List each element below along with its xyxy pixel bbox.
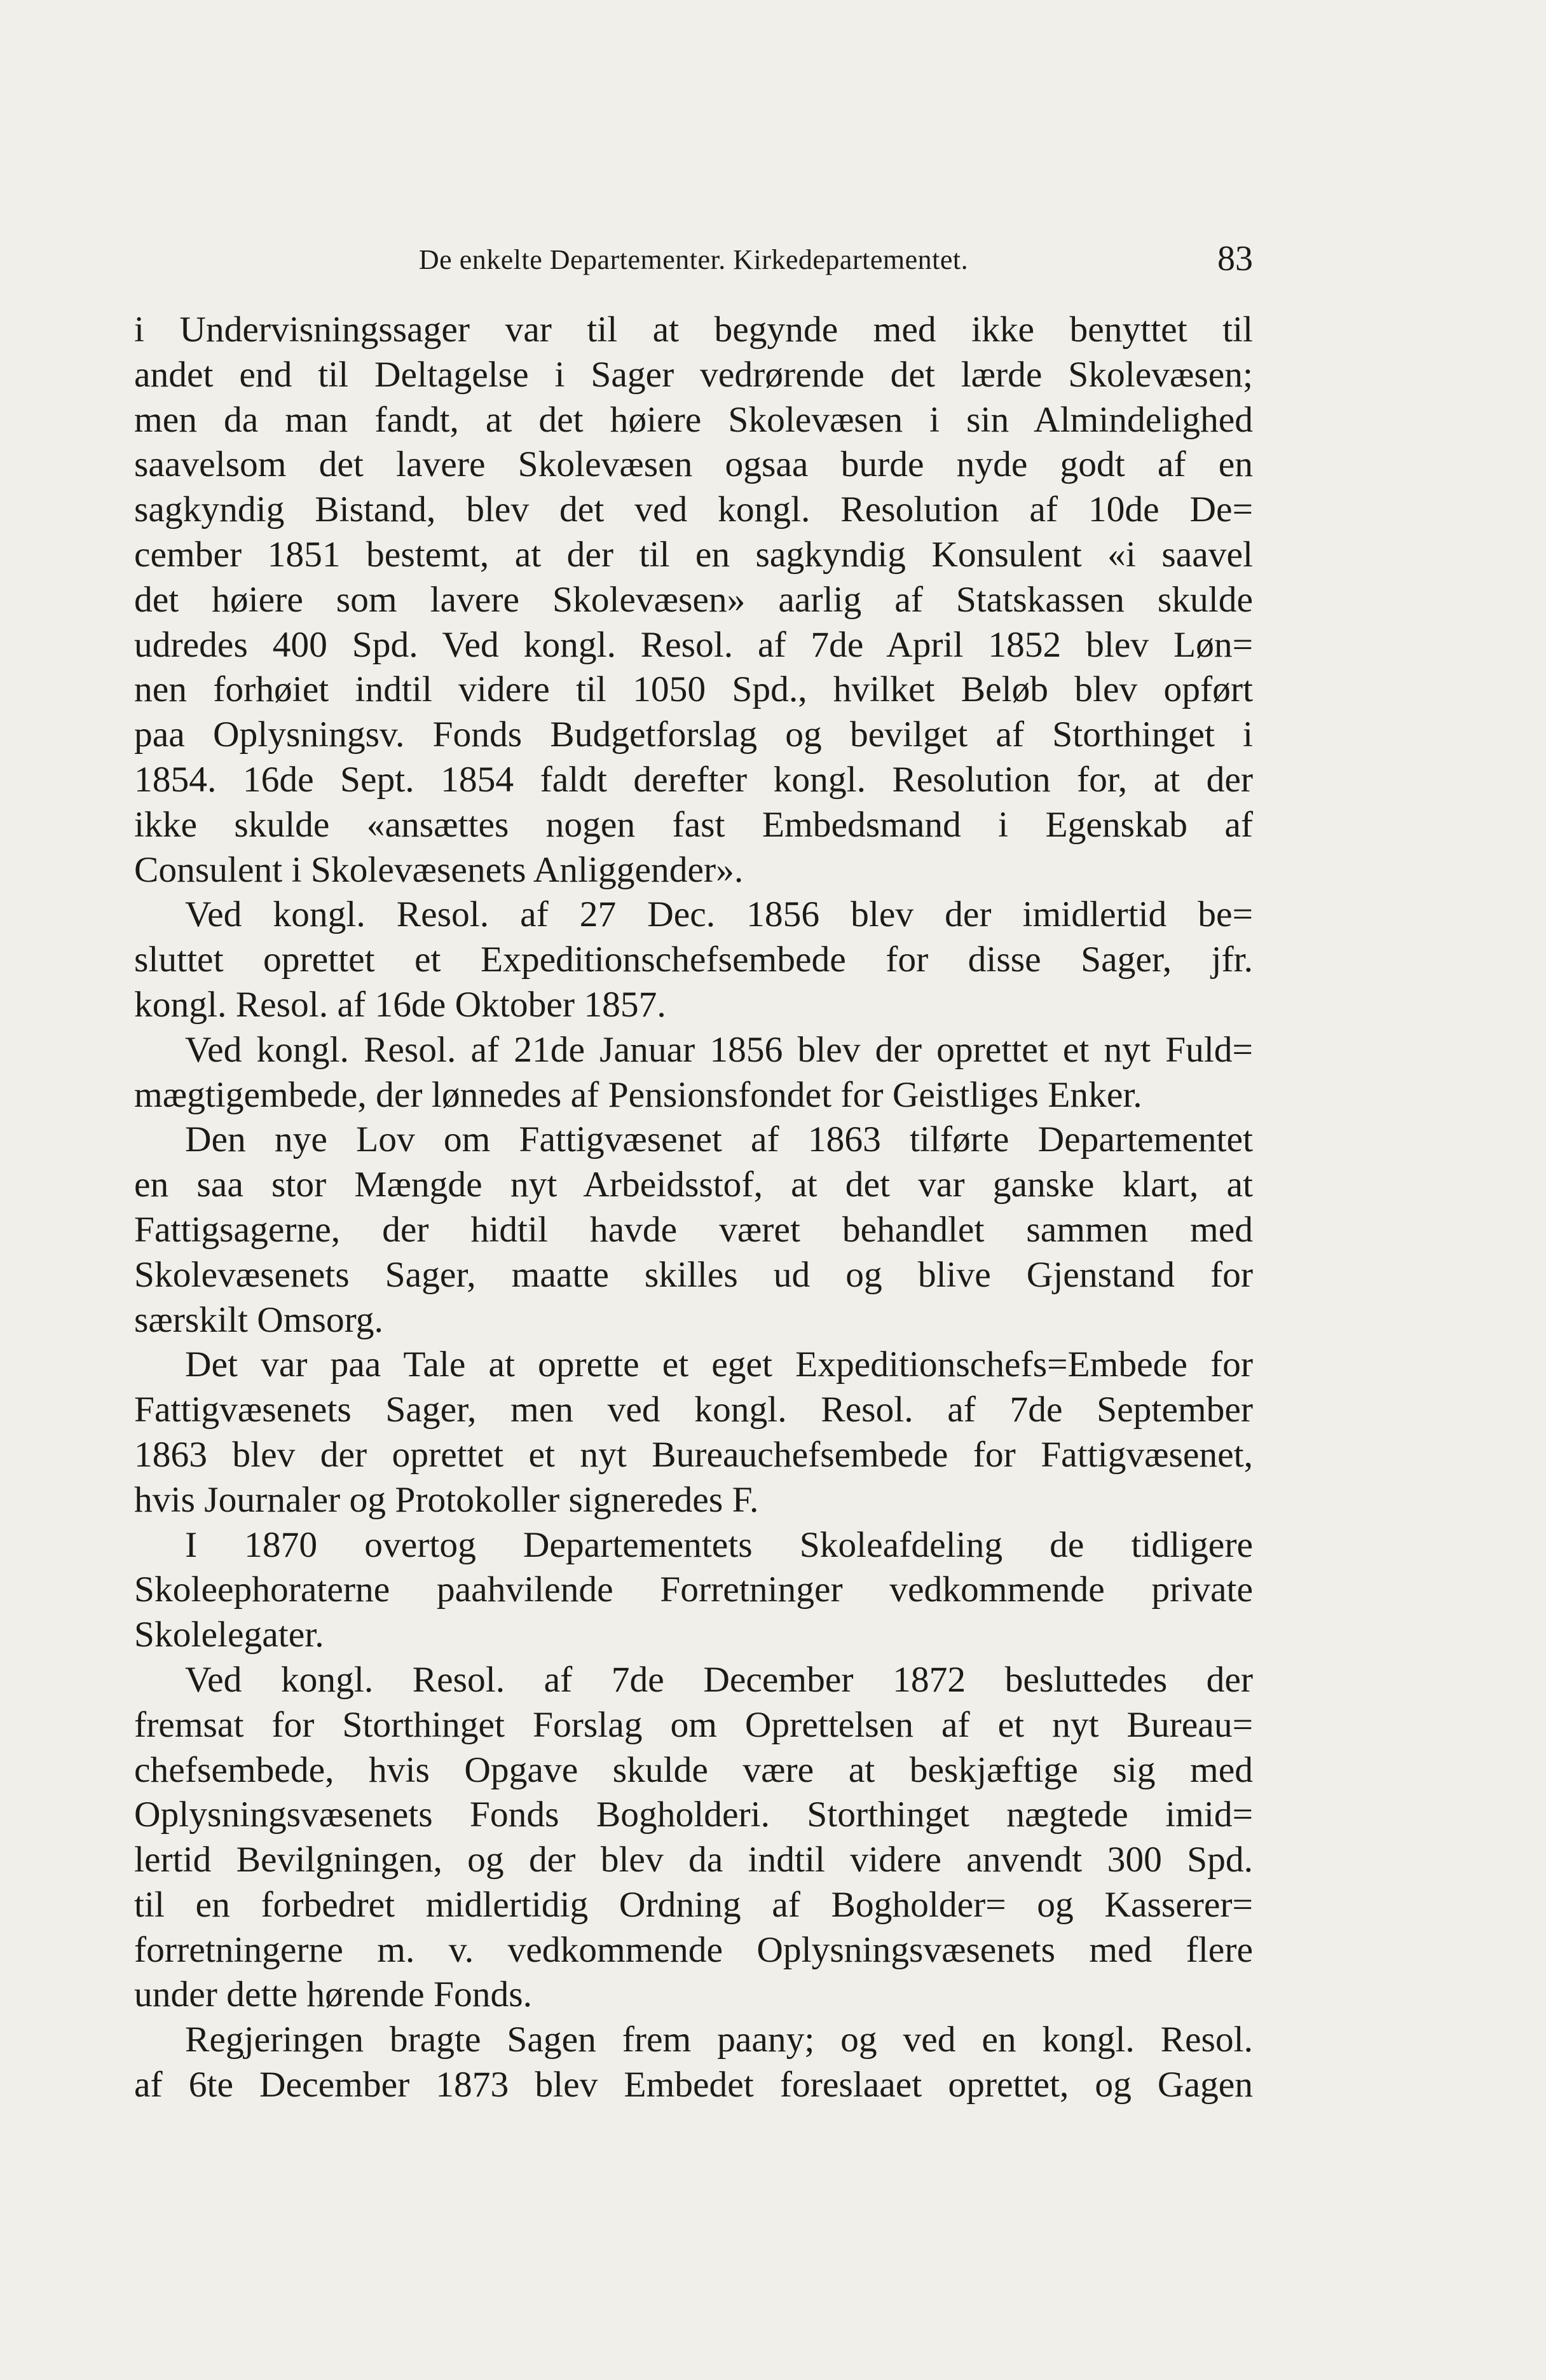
text-line: Oplysningsvæsenets Fonds Bogholderi. Storthinget nægtede imid= — [134, 1795, 1253, 1835]
text-line: sagkyndig Bistand, blev det ved kongl. Resolution af 10de De= — [134, 489, 1253, 530]
text-line: Skoleephoraterne paahvilende Forretninger vedkommende private — [134, 1570, 1253, 1610]
text-line: sluttet oprettet et Expeditionschefsembede for disse Sager, jfr. — [134, 940, 1253, 980]
text-line: Skolevæsenets Sager, maatte skilles ud og blive Gjenstand for — [134, 1254, 1253, 1295]
text-line: til en forbedret midlertidig Ordning af Bogholder= og Kasserer= — [134, 1884, 1253, 1925]
text-line: 1863 blev der oprettet et nyt Bureauchefsembede for Fattigvæsenet, — [134, 1434, 1253, 1475]
text-line: mægtigembede, der lønnedes af Pensionsfondet for Geistliges Enker. — [134, 1074, 1142, 1115]
text-line: Det var paa Tale at oprette et eget Expeditionschefs=Embede for — [185, 1344, 1253, 1385]
text-line: kongl. Resol. af 16de Oktober 1857. — [134, 984, 666, 1025]
text-line: i Undervisningssager var til at begynde med ikke benyttet til — [134, 310, 1253, 350]
text-line: Fattigsagerne, der hidtil havde været behandlet sammen med — [134, 1209, 1253, 1250]
text-line: af 6te December 1873 blev Embedet foreslaaet oprettet, og Gagen — [134, 2065, 1253, 2105]
running-head — [134, 238, 1253, 289]
text-line: Regjeringen bragte Sagen frem paany; og ved en kongl. Resol. — [185, 2020, 1253, 2060]
page-number: 83 — [1217, 239, 1253, 278]
text-line: det høiere som lavere Skolevæsen» aarlig af Statskassen skulde — [134, 579, 1253, 620]
text-line: 1854. 16de Sept. 1854 faldt derefter kongl. Resolution for, at der — [134, 759, 1253, 800]
body-text — [134, 308, 1253, 2108]
text-line: Ved kongl. Resol. af 27 Dec. 1856 blev der imidlertid be= — [185, 894, 1253, 935]
text-line: paa Oplysningsv. Fonds Budgetforslag og bevilget af Storthinget i — [134, 715, 1253, 755]
text-line: andet end til Deltagelse i Sager vedrørende det lærde Skolevæsen; — [134, 354, 1253, 395]
text-line: saavelsom det lavere Skolevæsen ogsaa burde nyde godt af en — [134, 444, 1253, 485]
text-line: Ved kongl. Resol. af 21de Januar 1856 blev der oprettet et nyt Fuld= — [185, 1029, 1253, 1070]
text-line: Consulent i Skolevæsenets Anliggender». — [134, 849, 744, 890]
text-line: cember 1851 bestemt, at der til en sagkyndig Konsulent «i saavel — [134, 534, 1253, 575]
text-line: hvis Journaler og Protokoller signeredes F. — [134, 1479, 759, 1520]
text-line: fremsat for Storthinget Forslag om Oprettelsen af et nyt Bureau= — [134, 1704, 1253, 1745]
running-title: De enkelte Departementer. Kirkedepartementet. — [418, 244, 969, 275]
text-line: lertid Bevilgningen, og der blev da indtil videre anvendt 300 Spd. — [134, 1840, 1253, 1880]
text-line: udredes 400 Spd. Ved kongl. Resol. af 7de April 1852 blev Løn= — [134, 624, 1253, 665]
text-line: Fattigvæsenets Sager, men ved kongl. Resol. af 7de September — [134, 1390, 1253, 1430]
text-line: Den nye Lov om Fattigvæsenet af 1863 tilførte Departementet — [185, 1119, 1253, 1160]
text-line: I 1870 overtog Departementets Skoleafdeling de tidligere — [185, 1524, 1253, 1565]
text-line: en saa stor Mængde nyt Arbeidsstof, at det var ganske klart, at — [134, 1165, 1253, 1205]
text-line: særskilt Omsorg. — [134, 1299, 383, 1340]
text-line: ikke skulde «ansættes nogen fast Embedsmand i Egenskab af — [134, 804, 1253, 845]
text-line: nen forhøiet indtil videre til 1050 Spd., hvilket Beløb blev opført — [134, 669, 1253, 710]
text-line: men da man fandt, at det høiere Skolevæsen i sin Almindelighed — [134, 399, 1253, 440]
text-line: Skolelegater. — [134, 1615, 324, 1655]
text-line: forretningerne m. v. vedkommende Oplysningsvæsenets med flere — [134, 1929, 1253, 1970]
text-line: Ved kongl. Resol. af 7de December 1872 besluttedes der — [185, 1659, 1253, 1700]
text-line: under dette hørende Fonds. — [134, 1974, 532, 2015]
text-line: chefsembede, hvis Opgave skulde være at beskjæftige sig med — [134, 1749, 1253, 1790]
